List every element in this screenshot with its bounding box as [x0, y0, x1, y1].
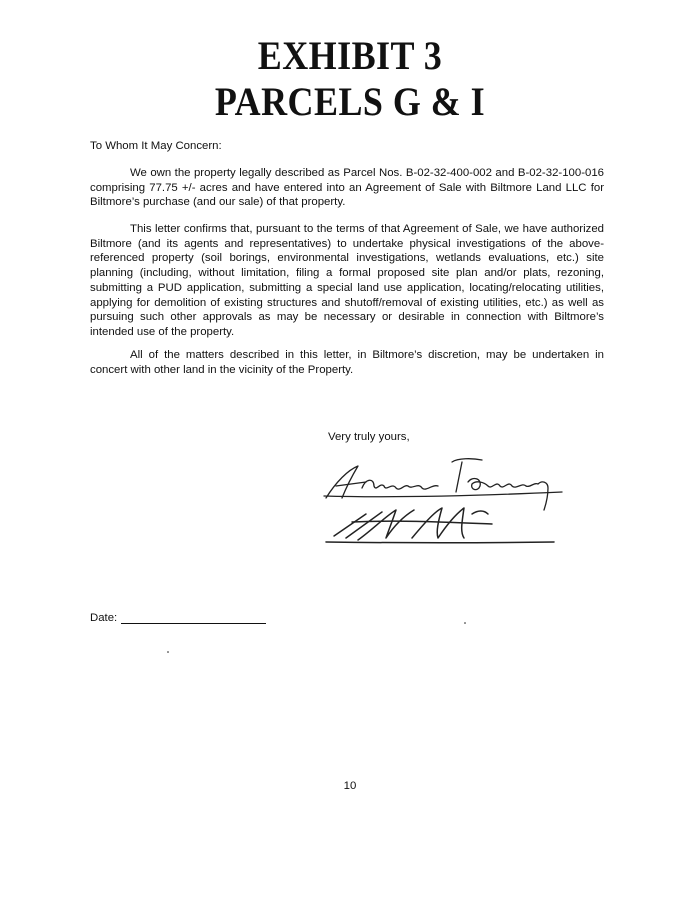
parcels-title: PARCELS G & I: [214, 79, 486, 124]
paragraph-ownership: We own the property legally described as Parcel Nos. B-02-32-400-002 and B-02-32-100-016 comprising 77.75 +/- acres and have entered into an Agreement of Sale with Biltmore Land LLC for Biltmore’s purchase (and our sale) of that property.: [90, 167, 604, 209]
paragraph-authorization: This letter confirms that, pursuant to the terms of that Agreement of Sale, we have authorized Biltmore (and its agents and representatives) to undertake physical investigations of the above-referenced property (soil borings, environmental investigations, wetlands evaluations, etc.) site planning (including, without limitation, filing a formal proposed site plan and/or plats, rezoning, submitting a PUD application, submitting a special land use application, locating/relocating utilities, applying for demolition of existing structures and shutoff/removal of existing utilities, etc.) as well as pursuing such other approvals as may be necessary or desirable in connection with Biltmore’s intended use of the property.: [90, 223, 604, 338]
page-number: 10: [343, 780, 357, 792]
date-label: Date:: [90, 612, 118, 624]
signature-block: [322, 452, 572, 548]
date-field: [90, 611, 266, 624]
exhibit-title: EXHIBIT 3: [257, 33, 443, 78]
scan-speck: [167, 651, 169, 653]
closing: Very truly yours,: [328, 431, 410, 443]
salutation: To Whom It May Concern:: [90, 140, 222, 152]
scan-speck: [464, 622, 466, 624]
paragraph-discretion: All of the matters described in this letter, in Biltmore’s discretion, may be undertaken in concert with other land in the vicinity of the Property.: [90, 349, 604, 376]
signature-1: [324, 459, 562, 510]
signature-2: [326, 508, 554, 543]
date-blank-line: [121, 611, 266, 624]
